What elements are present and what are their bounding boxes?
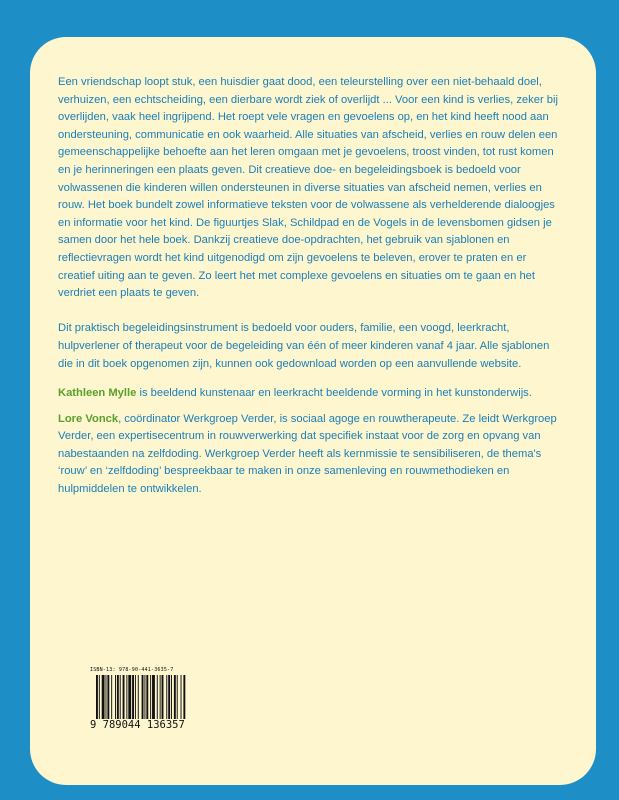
- barcode-bar: [117, 675, 119, 723]
- barcode-bar: [152, 675, 155, 723]
- barcode-bar: [168, 675, 170, 723]
- barcode-icon: [96, 675, 208, 723]
- author-bio-mylle: [58, 385, 558, 403]
- barcode-bar: [142, 675, 144, 723]
- barcode-bar: [96, 675, 98, 723]
- author-bio-text: is beeldend kunstenaar en leerkracht beeldende vorming in het kunstonderwijs.: [136, 387, 532, 400]
- barcode-bar: [177, 675, 178, 723]
- author-bio-text: , coördinator Werkgroep Verder, is sociaal agoge en rouwtherapeute. Ze leidt Werkgroep Verder, een expertisecentrum in rouwverwerking dat specifiek instaat voor de zorg en opvang van nabestaanden na zelfdoding. Werkgroep Verder heeft als kernmissie te sensibiliseren, de thema's ‘rouw’ en ‘zelfdoding’ bespreekbaar te maken in onze samenleving en rouwmethodieken en hulpmiddelen te ontwikkelen.: [58, 412, 557, 496]
- ean-digits: 9 789044 136357: [90, 719, 214, 731]
- barcode-bar: [123, 675, 125, 723]
- isbn-barcode: [90, 667, 210, 735]
- barcode-bar: [99, 675, 100, 723]
- author-name: Lore Vonck: [58, 412, 119, 425]
- author-bio-vonck: [58, 411, 558, 499]
- intro-paragraph: Een vriendschap loopt stuk, een huisdier gaat dood, een teleurstelling over een niet-behaald doel, verhuizen, een echtscheiding, een dierbare wordt ziek of overlijdt ... Voor een kind is verlies, zeker bij overlijden, vaak heel ingrijpend. Het roept vele vragen en gevoelens op, en het kind heeft nood aan ondersteuning, communicatie en ook waarheid. Alle situaties van afscheid, verlies en rouw delen een gemeenschappelijke behoefte aan het leren omgaan met je gevoelens, troost vinden, tot rust komen en je herinneringen een plaats geven. Dit creatieve doe- en begeleidingsboek is bedoeld voor volwassenen die kinderen willen ondersteunen in diverse situaties van afscheid nemen, verlies en rouw. Het boek bundelt zowel informatieve teksten voor de volwassene als verhelderende dialoogjes en informatie voor het kind. De figuurtjes Slak, Schildpad en de Vogels in de levensbomen gidsen je samen door het hele boek. Dankzij creatieve doe-opdrachten, het gebruik van sjablonen en reflectievragen wordt het kind uitgenodigd om zijn gevoelens te beleven, erover te praten en er creatief uiting aan te geven. Zo leert het met complexe gevoelens en situaties om te gaan en het verdriet een plaats te geven.: [58, 76, 558, 300]
- barcode-bar: [102, 675, 105, 723]
- barcode-bar: [171, 675, 172, 723]
- barcode-bar: [135, 675, 136, 723]
- barcode-bar: [138, 675, 139, 723]
- author-name: Kathleen Mylle: [58, 387, 137, 400]
- barcode-bar: [107, 675, 109, 723]
- barcode-bar: [132, 675, 134, 723]
- isbn-label: ISBN-13: 978-90-441-3635-7: [90, 667, 174, 673]
- barcode-bar: [111, 675, 112, 723]
- audience-paragraph: Dit praktisch begeleidingsinstrument is bedoeld voor ouders, familie, een voogd, leerkracht, hulpverlener of therapeut voor de begeleiding van één of meer kinderen vanaf 4 jaar. Alle sjablonen die in dit boek opgenomen zijn, kunnen ook gedownload worden op een aanvullende website.: [58, 322, 550, 370]
- barcode-bar: [183, 675, 185, 723]
- barcode-bar: [144, 675, 145, 723]
- barcode-bar: [128, 675, 131, 723]
- barcode-bar: [160, 675, 161, 723]
- barcode-bar: [106, 675, 107, 723]
- barcode-bar: [174, 675, 176, 723]
- barcode-bar: [181, 675, 182, 723]
- barcode-bar: [166, 675, 167, 723]
- barcode-bar: [150, 675, 151, 723]
- back-cover-text: [58, 74, 558, 499]
- barcode-bar: [157, 675, 158, 723]
- barcode-bar: [146, 675, 148, 723]
- barcode-bar: [120, 675, 121, 723]
- barcode-bar: [115, 675, 116, 723]
- barcode-bar: [126, 675, 127, 723]
- barcode-bar: [162, 675, 164, 723]
